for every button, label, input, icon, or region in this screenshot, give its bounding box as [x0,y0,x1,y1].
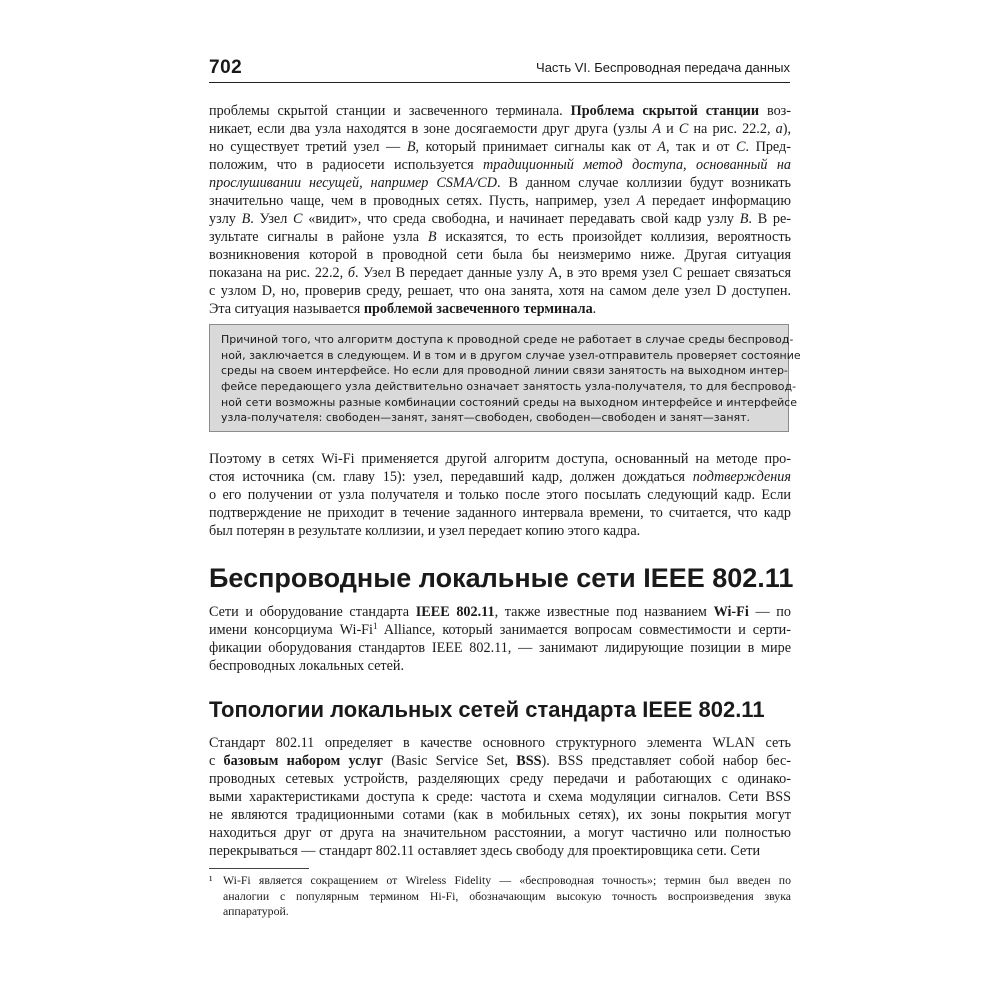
note-line: ной сети возможны разные комбинации состояний среды на выходном интерфейсе и интерфейсе [221,395,798,409]
note-line: узла-получателя: свободен—занят, занят—свободен, свободен—свободен и занят—занят. [221,411,751,425]
paragraph-bss [209,734,791,860]
text-line: узлу B. Узел C «видит», что среда свободна, и начинает передавать свой кадр узлу B. В ре- [209,211,791,227]
footnote [209,873,791,920]
text-line: показана на рис. 22.2, б. Узел B передает данные узлу A, в это время узел C решает связаться [209,265,791,281]
footnote-rule [209,868,309,869]
text-line: находиться друг от друга на значительном расстоянии, а могут частично или полностью [209,825,791,841]
note-line: фейсе передающего узла действительно означает занятость узла-получателя, то для беспровод- [221,380,797,394]
text-line: возникновения которой в проводной сети была бы неизмеримо ниже. Другая ситуация [209,247,791,263]
page-header [209,56,790,80]
text-line: положим, что в радиосети используется традиционный метод доступа, основанный на [209,157,791,173]
note-box [209,324,801,432]
text-line: не являются традиционными сотами (как в мобильных сетях), их зоны покрытия могут [209,807,791,823]
text-line: Поэтому в сетях Wi-Fi применяется другой алгоритм доступа, основанный на методе про- [209,451,791,467]
text-line: имени консорциума Wi-Fi$^1$ Alliance, который занимается вопросам совместимости и серти- [209,621,791,638]
section-heading: Беспроводные локальные сети IEEE 802.11 [209,563,794,593]
text-line: но существует третий узел — B, который принимает сигналы как от A, так и от C. Пред- [209,139,791,155]
running-head: Часть VI. Беспроводная передача данных [536,60,790,75]
page-number: 702 [209,57,243,78]
text-line: фикации оборудования стандартов IEEE 802.11, — занимают лидирующие позиции в мире [209,640,791,656]
text-line: перекрываться — стандарт 802.11 оставляет здесь свободу для проектировщика сети. Сети [209,843,761,859]
text-line: зультате сигналы в районе узла B исказятся, то есть произойдет коллизия, вероятность [209,229,791,245]
subsection-heading: Топологии локальных сетей стандарта IEEE 802.11 [209,697,765,722]
text-line: был потерян в результате коллизии, и узел передает копию этого кадра. [209,523,641,539]
text-line: проводных сетевых устройств, разделяющих среду передачи и работающих с одинако- [209,771,791,787]
footnote-line: аналогии с популярным термином Hi-Fi, обозначающим высокую точность воспроизведения звука [223,888,791,903]
text-line: Стандарт 802.11 определяет в качестве основного структурного элемента WLAN сеть [209,735,791,751]
note-line: среды на своем интерфейсе. Но если для проводной линии связи занятость на выходном интер- [221,364,788,378]
paragraph-ack-method [209,450,791,540]
text-line: проблемы скрытой станции и засвеченного терминала. Проблема скрытой станции воз- [209,103,791,119]
text-line: беспроводных локальных сетей. [209,658,405,674]
text-line: стоя источника (см. главу 15): узел, передавший кадр, должен дождаться подтверждения [209,469,791,485]
footnote-line: аппаратурой. [223,904,289,918]
footnote-marker: ¹ [209,873,213,887]
paragraph-hidden-station [209,102,791,318]
footnote-line: ¹ Wi-Fi является сокращением от Wireless Fidelity — «беспроводная точность»; термин был введен по [209,873,791,887]
text-line: значительно чаще, чем в проводных сетях. Пусть, например, узел A передает информацию [209,193,791,209]
text-line: с узлом D, но, проверив среду, решает, что она занята, хотя на самом деле узел D доступен. [209,283,791,299]
paragraph-wifi-intro [209,603,791,675]
text-line: выми характеристиками доступа к среде: частота и схема модуляции сигналов. Сети BSS [209,789,791,805]
header-rule [209,82,790,83]
text-line: никает, если два узла находятся в зоне досягаемости друг друга (узлы A и C на рис. 22.2, а), [209,121,791,137]
text-line: Сети и оборудование стандарта IEEE 802.11, также известные под названием Wi-Fi — по [209,604,791,620]
note-line: Причиной того, что алгоритм доступа к проводной среде не работает в случае среды беспровод- [221,333,794,346]
text-line: о его получении от узла получателя и только после этого посылать следующий кадр. Если [209,487,791,503]
text-line: с базовым набором услуг (Basic Service Set, BSS). BSS представляет собой набор бес- [209,753,791,769]
text-line: Эта ситуация называется проблемой засвеченного терминала. [209,301,597,317]
text-line: подтверждение не приходит в течение заданного интервала времени, то считается, что кадр [209,505,791,521]
text-line: прослушивании несущей, например CSMA/CD. В данном случае коллизии будут возникать [209,175,791,191]
note-line: ной, заключается в следующем. И в том и в другом случае узел-отправитель проверяет состояние [221,348,801,362]
